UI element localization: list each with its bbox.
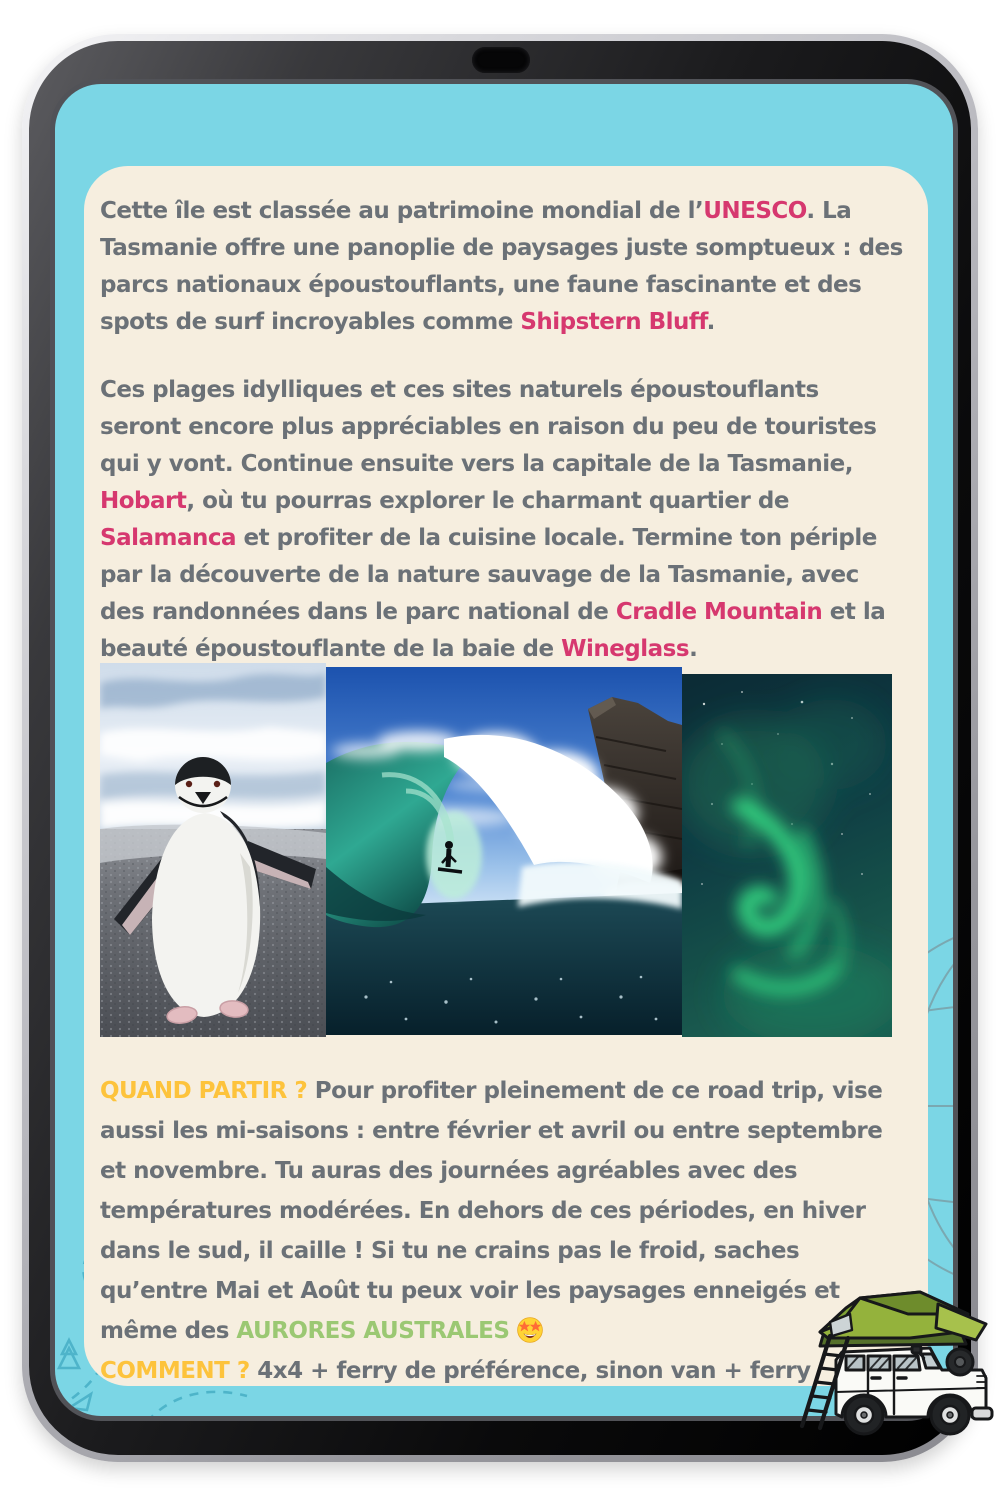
- highlight-pink: Cradle Mountain: [615, 599, 823, 625]
- text-segment: Cette île est classée au patrimoine mondial de l’: [100, 198, 704, 224]
- highlight-pink: UNESCO: [703, 198, 807, 224]
- when-how-paragraph: [100, 1071, 908, 1391]
- photo-strip: [100, 663, 892, 1037]
- highlight-pink: Wineglass: [561, 636, 690, 662]
- text-segment: [509, 1318, 517, 1344]
- highlight-pink: Salamanca: [100, 525, 237, 551]
- text-segment: .: [706, 309, 715, 335]
- chinstrap-penguin-photo: [100, 663, 326, 1037]
- text-segment: et profiter de la cuisine locale. Termine ton périple par la découverte de la nature sauvage de la Tasmanie, avec des randonnées dans le parc national de: [100, 525, 877, 625]
- aurora-australis-photo: [682, 674, 892, 1037]
- text-segment: , où tu pourras explorer le charmant quartier de: [186, 488, 789, 514]
- highlight-pink: Hobart: [100, 488, 187, 514]
- highlight-pink: Shipstern Bluff: [520, 309, 707, 335]
- highlight-green: AURORES AUSTRALES: [236, 1318, 510, 1344]
- text-segment: Pour profiter pleinement de ce road trip, vise aussi les mi-saisons : entre février et avril ou entre septembre et novembre. Tu auras des journées agréables avec des températures modérées. En dehors de ces périodes, en hiver dans le sud, il caille ! Si tu ne crains pas le froid, saches qu’entre Mai et Août tu peux voir les paysages enneigés et même des: [100, 1078, 883, 1344]
- paragraph: [100, 1071, 908, 1391]
- shipstern-bluff-surf-photo: [326, 667, 682, 1035]
- text-segment: . La Tasmanie offre une panoplie de paysages juste somptueux : des parcs nationaux époustouflants, une faune fascinante et des spots de surf incroyables comme: [100, 198, 903, 335]
- text-segment: Ces plages idylliques et ces sites naturels époustouflants seront encore plus appréciables en raison du peu de touristes qui y vont. Continue ensuite vers la capitale de la Tasmanie,: [100, 377, 877, 477]
- paragraph: [100, 372, 906, 668]
- highlight-yellow: QUAND PARTIR ?: [100, 1078, 308, 1104]
- text-segment: 4x4 + ferry de préférence, sinon van + ferry: [249, 1358, 811, 1384]
- paragraph: [100, 193, 906, 341]
- text-segment: et la beauté époustouflante de la baie de: [100, 599, 886, 662]
- front-camera: [472, 47, 530, 73]
- highlight-yellow: COMMENT ?: [100, 1358, 250, 1384]
- content-card: [84, 166, 928, 1386]
- intro-paragraphs: [100, 193, 906, 668]
- text-segment: .: [689, 636, 698, 662]
- 4x4-rooftop-tent-illustration: [790, 1274, 996, 1446]
- star-struck-emoji: [517, 1317, 543, 1343]
- tablet-screen: [55, 84, 953, 1416]
